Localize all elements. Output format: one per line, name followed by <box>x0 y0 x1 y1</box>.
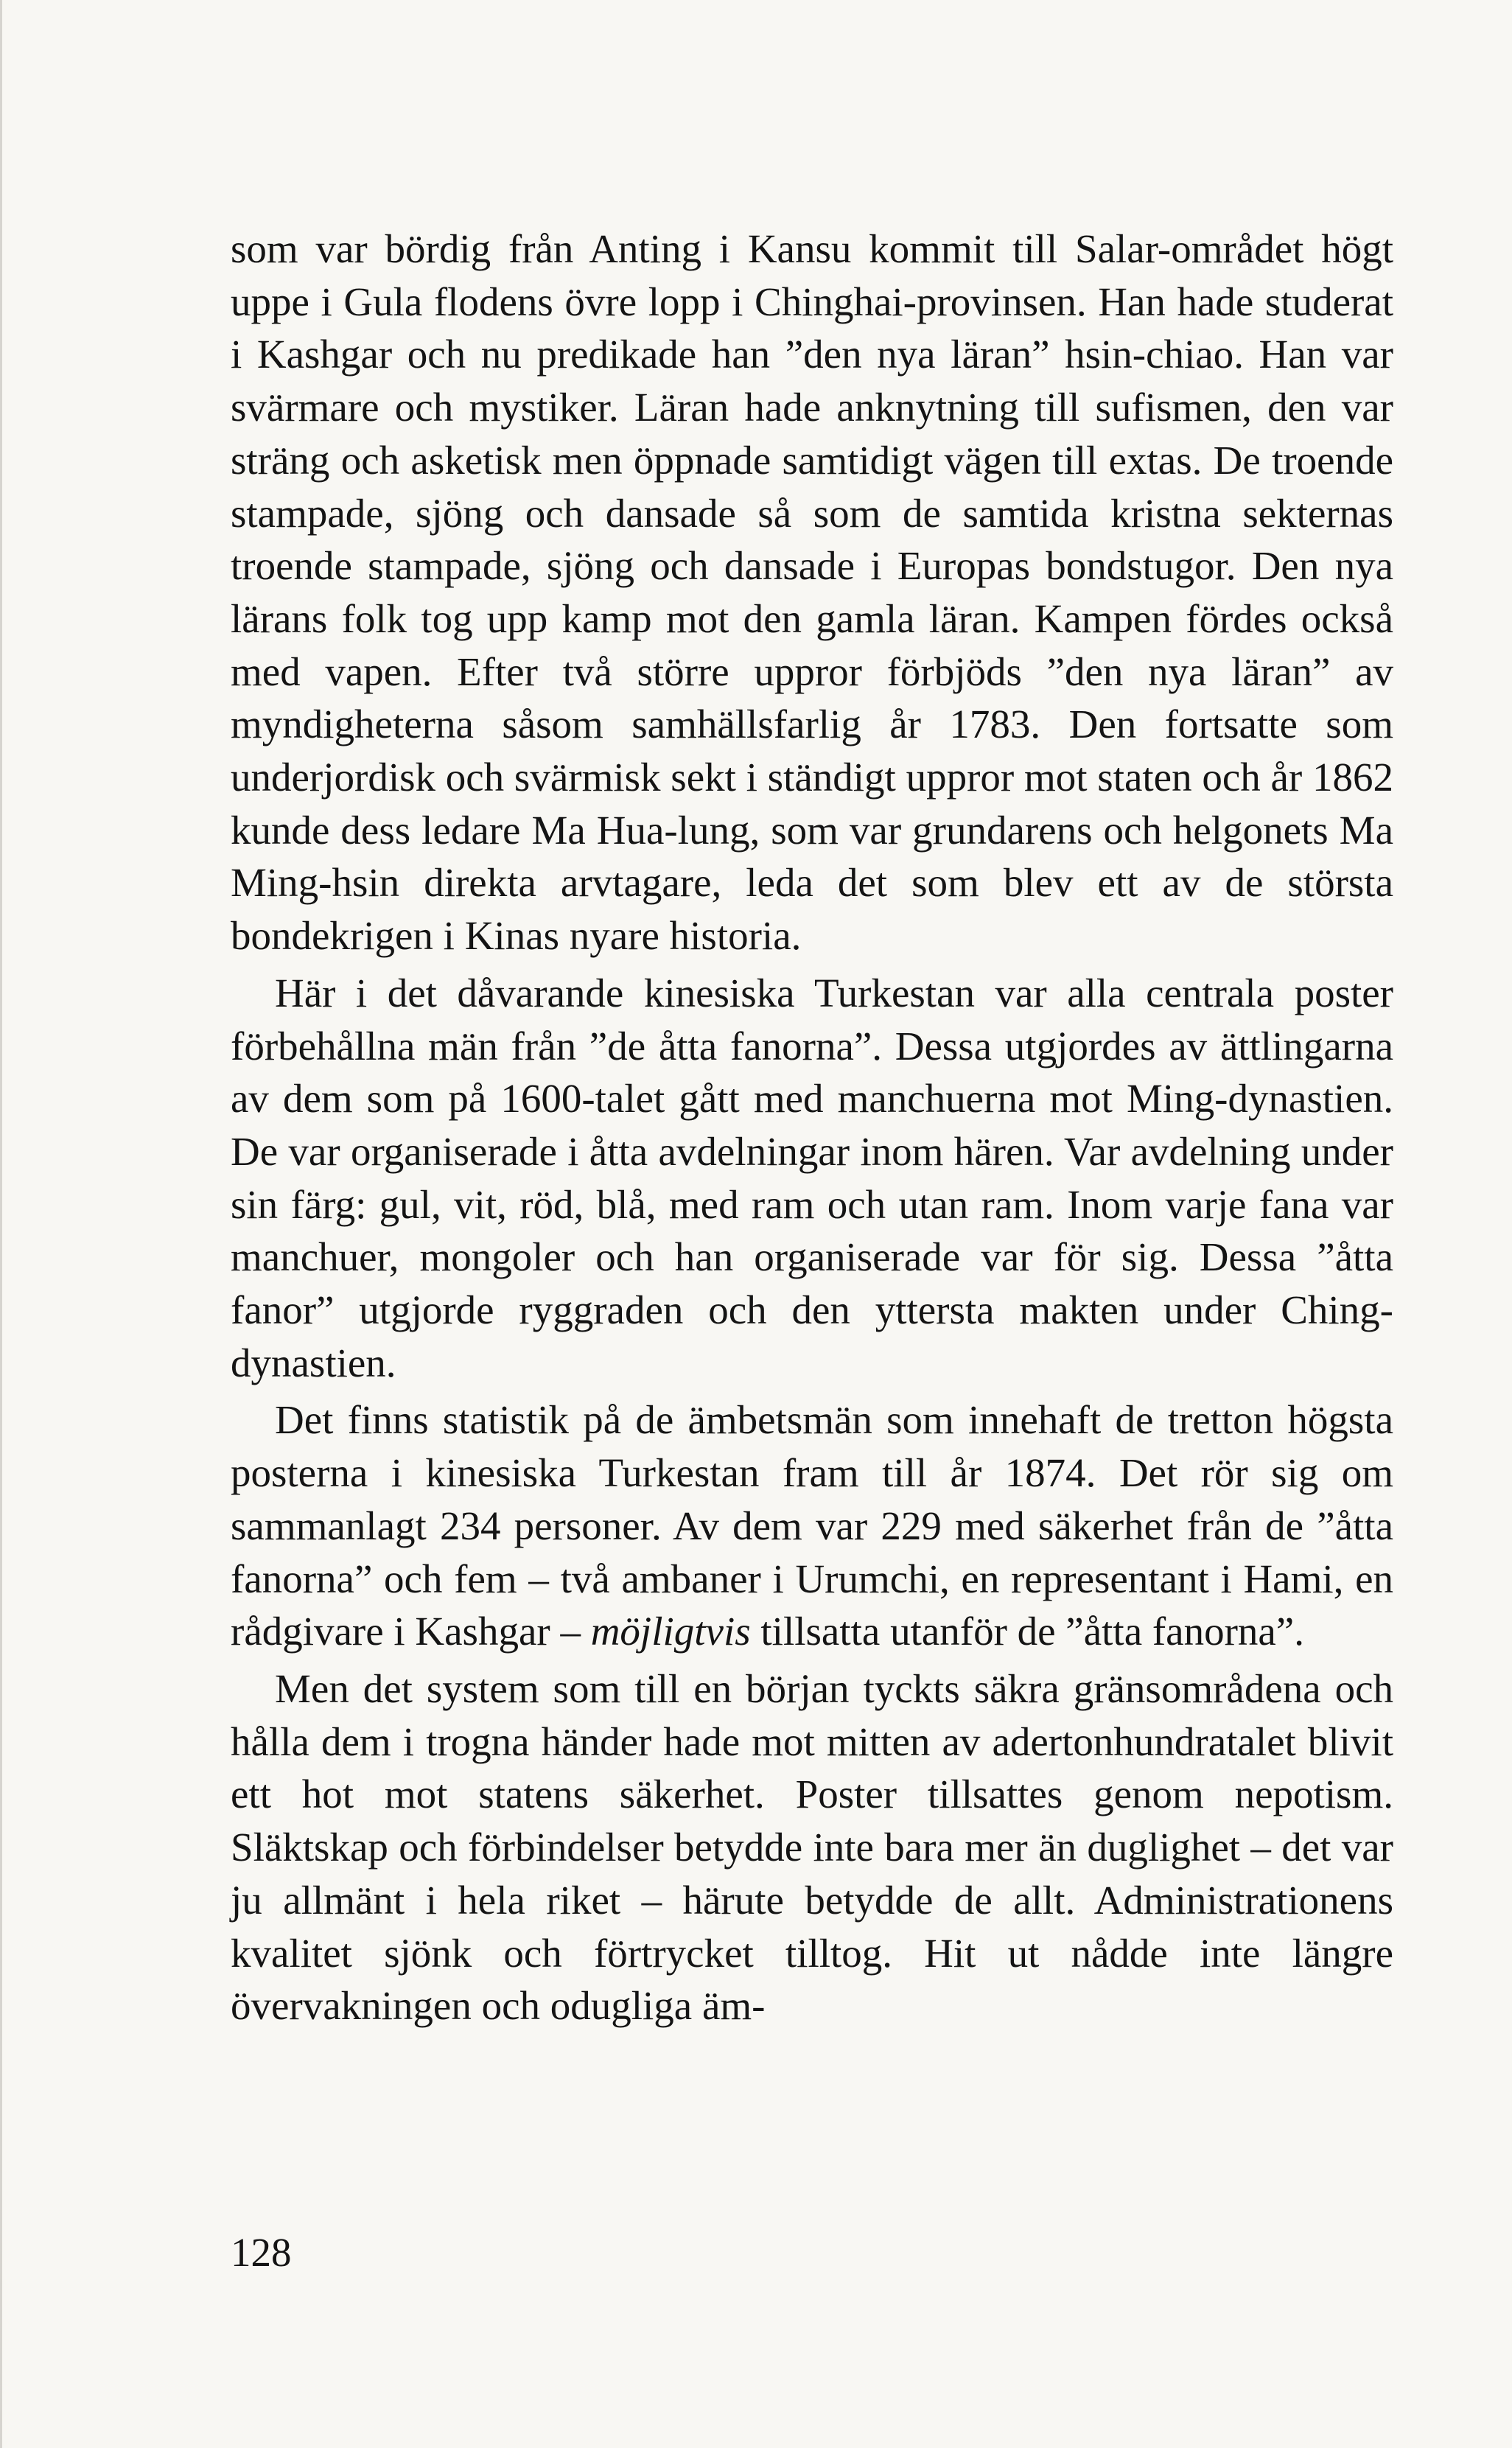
page-number: 128 <box>231 2230 292 2275</box>
paragraph-1: som var bördig från Anting i Kansu kommit till Salar-området högt uppe i Gula flodens övre lopp i Chinghai-provinsen. Han hade studerat i Kashgar och nu predikade han ”den nya läran” hsin-chiao. Han var svärmare och mystiker. Läran hade anknytning till sufismen, den var sträng och asketisk men öppnade samtidigt vägen till extas. De troende stampade, sjöng och dansade så som de samtida kristna sekternas troende stampade, sjöng och dansade i Europas bondstugor. Den nya lärans folk tog upp kamp mot den gamla läran. Kampen fördes också med vapen. Efter två större uppror förbjöds ”den nya läran” av myndigheterna såsom samhällsfarlig år 1783. Den fortsatte som underjordisk och svärmisk sekt i ständigt uppror mot staten och år 1862 kunde dess ledare Ma Hua-lung, som var grundarens och helgonets Ma Ming-hsin direkta arvtagare, leda det som blev ett av de största bondekrigen i Kinas nyare historia. <box>231 226 1393 959</box>
paragraph-4: Men det system som till en början tyckts säkra gränsområdena och hålla dem i trogna händer hade mot mitten av adertonhundratalet blivit ett hot mot statens säkerhet. Poster tillsattes genom nepotism. Släktskap och förbindelser betydde inte bara mer än duglighet – det var ju allmänt i hela riket – härute betydde de allt. Administrationens kvalitet sjönk och förtrycket tilltog. Hit ut nådde inte längre övervakningen och odugliga äm- <box>231 1665 1393 2029</box>
paragraph-2: Här i det dåvarande kinesiska Turkestan var alla centrala poster förbehållna män från ”de åtta fanorna”. Dessa utgjordes av ättlingarna av dem som på 1600-talet gått med manchuerna mot Ming-dynastien. De var organiserade i åtta avdelningar inom hären. Var avdelning under sin färg: gul, vit, röd, blå, med ram och utan ram. Inom varje fana var manchuer, mongoler och han organiserade var för sig. Dessa ”åtta fanor” utgjorde ryggraden och den yttersta makten under Ching-dynastien. <box>231 970 1393 1385</box>
paragraph-3-italic-word: möjligtvis <box>590 1609 751 1654</box>
paragraph-3-text-after: tillsatta utanför de ”åtta fanorna”. <box>750 1609 1304 1654</box>
paragraph-3-text-before: Det finns statistik på de ämbetsmän som innehaft de tretton högsta posterna i kinesiska Turkestan fram till år 1874. Det rör sig om sammanlagt 234 personer. Av dem var 229 med säkerhet från de ”åtta fanorna” och fem – två ambaner i Urumchi, en representant i Hami, en rådgivare i Kashgar – <box>231 1397 1393 1654</box>
paragraph-3 <box>231 1393 1393 1658</box>
body-text <box>231 223 1393 2037</box>
